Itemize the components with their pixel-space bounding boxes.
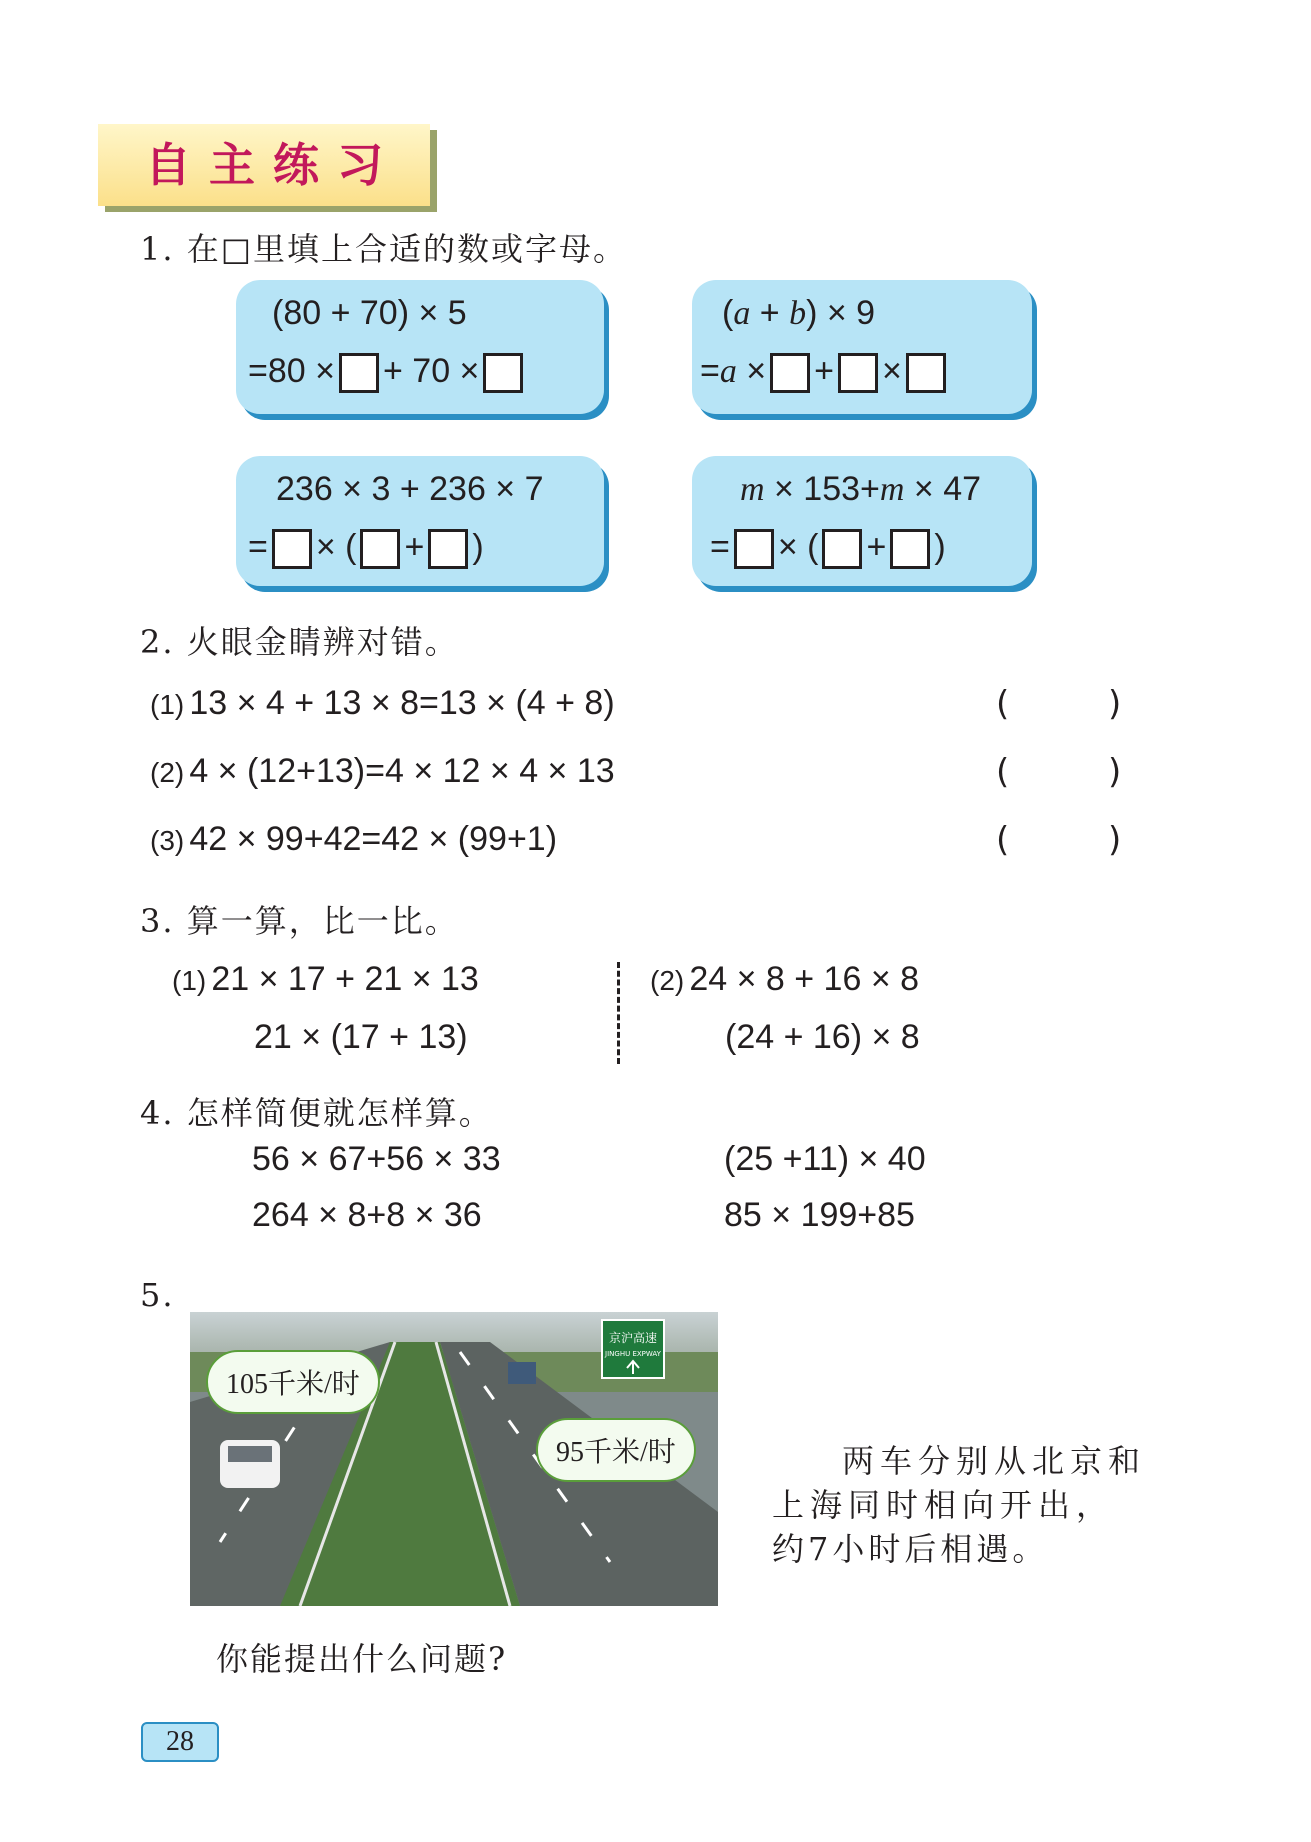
answer-paren-left[interactable]: (: [996, 684, 1010, 724]
q1-c-line2: = × ( + ): [248, 528, 484, 569]
q2-label: 2. 火眼金睛辨对错。: [140, 623, 459, 661]
q1-d-line2: = × ( + ): [710, 528, 946, 569]
q3-label: 3. 算一算，比一比。: [140, 902, 459, 940]
q1-box-b: [692, 280, 1032, 414]
q1-b-line2: =a × + ×: [700, 352, 950, 393]
q3-left-line1: (1) 21 × 17 + 21 × 13: [172, 960, 479, 998]
judge-expression: 13 × 4 + 13 × 8=13 × (4 + 8): [189, 684, 615, 722]
answer-paren-right[interactable]: ): [1108, 820, 1122, 860]
q1-box-a: [236, 280, 604, 414]
q4-expr-d: 85 × 199+85: [724, 1196, 915, 1234]
answer-paren-left[interactable]: (: [996, 752, 1010, 792]
judge-expression: 4 × (12+13)=4 × 12 × 4 × 13: [189, 752, 615, 790]
q5-desc-line2: 上海同时相向开出，: [772, 1486, 1115, 1524]
item-number: (1): [172, 965, 207, 996]
item-number: (1): [150, 689, 185, 720]
q1-d-line1: m × 153+m × 47: [740, 470, 982, 508]
q1-box-d: [692, 456, 1032, 586]
judge-expression: 42 × 99+42=42 × (99+1): [189, 820, 558, 858]
answer-paren-right[interactable]: ): [1108, 752, 1122, 792]
truck: [508, 1362, 536, 1384]
answer-box[interactable]: [906, 353, 946, 393]
answer-box[interactable]: [483, 353, 523, 393]
q4-expr-b: (25 +11) × 40: [724, 1140, 926, 1178]
q3-right-line2: (24 + 16) × 8: [725, 1018, 920, 1056]
dashed-divider: [617, 962, 620, 1064]
section-title: 自主练习: [145, 138, 401, 192]
answer-paren-left[interactable]: (: [996, 820, 1010, 860]
q1-b-line1: (a + b) × 9: [722, 294, 876, 332]
q1-a-line2: =80 × + 70 ×: [248, 352, 527, 393]
sign-english: JINGHU EXPWAY: [605, 1350, 661, 1358]
q5-label: 5.: [140, 1276, 175, 1314]
q1-box-c: [236, 456, 604, 586]
speed-bubble-van: 105千米/时: [206, 1350, 380, 1414]
answer-box[interactable]: [272, 529, 312, 569]
q3-left-line2: 21 × (17 + 13): [254, 1018, 468, 1056]
q2-item-3: [150, 820, 1130, 859]
answer-box[interactable]: [734, 529, 774, 569]
answer-box[interactable]: [890, 529, 930, 569]
answer-box[interactable]: [822, 529, 862, 569]
answer-box[interactable]: [360, 529, 400, 569]
q5-desc-line3: 约7小时后相遇。: [772, 1530, 1049, 1568]
q2-item-2: [150, 752, 1130, 791]
page-number: 28: [141, 1722, 219, 1762]
item-number: (3): [150, 825, 185, 856]
q2-item-1: [150, 684, 1130, 723]
answer-box[interactable]: [770, 353, 810, 393]
item-number: (2): [650, 965, 685, 996]
q4-expr-a: 56 × 67+56 × 33: [252, 1140, 501, 1178]
q5-desc-line1: 两车分别从北京和: [842, 1442, 1147, 1480]
item-number: (2): [150, 757, 185, 788]
answer-box[interactable]: [339, 353, 379, 393]
section-title-banner: [98, 124, 430, 206]
q1-a-line1: (80 + 70) × 5: [272, 294, 467, 332]
answer-box[interactable]: [838, 353, 878, 393]
q1-c-line1: 236 × 3 + 236 × 7: [276, 470, 544, 508]
sign-chinese: 京沪高速: [608, 1331, 658, 1345]
speed-bubble-truck: 95千米/时: [536, 1418, 696, 1482]
answer-paren-right[interactable]: ): [1108, 684, 1122, 724]
answer-box[interactable]: [428, 529, 468, 569]
q5-question: 你能提出什么问题?: [216, 1640, 508, 1678]
q1-label: 1. 在□里填上合适的数或字母。: [140, 230, 627, 268]
q4-label: 4. 怎样简便就怎样算。: [140, 1094, 493, 1132]
q4-expr-c: 264 × 8+8 × 36: [252, 1196, 482, 1234]
highway-photo: [190, 1312, 718, 1606]
q3-right-line1: (2) 24 × 8 + 16 × 8: [650, 960, 920, 998]
